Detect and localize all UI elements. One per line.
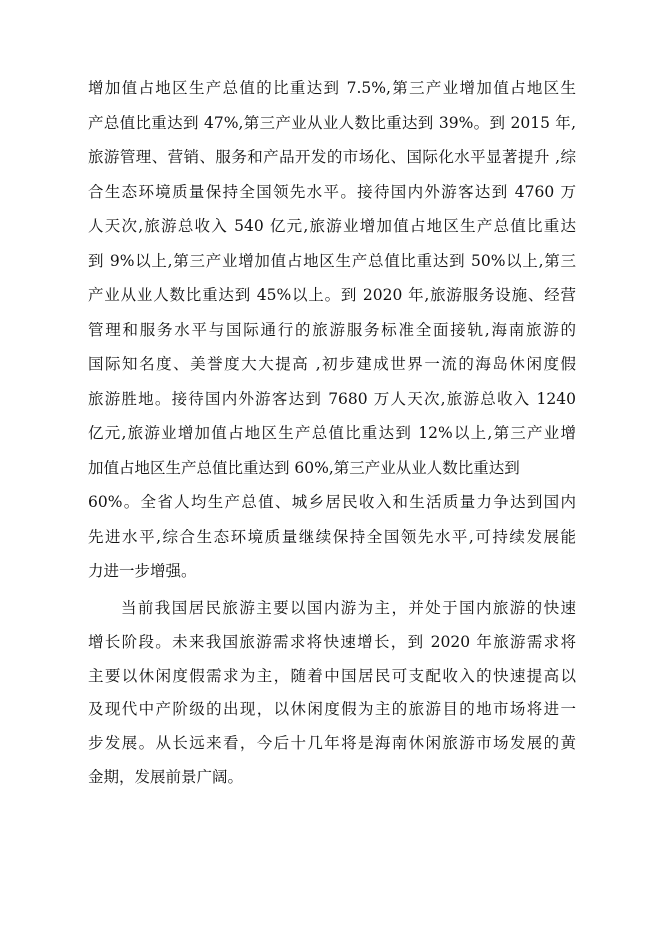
text-line: 合生态环境质量保持全国领先水平。接待国内外游客达到 4760 万: [88, 182, 576, 201]
text-line: 国际知名度、美誉度大大提高 ,初步建成世界一流的海岛休闲度假: [88, 355, 576, 373]
paragraph-2: [88, 592, 576, 795]
text-line: 管理和服务水平与国际通行的旅游服务标准全面接轨,海南旅游的: [88, 320, 576, 339]
text-line: 及现代中产阶级的出现，以休闲度假为主的旅游目的地市场将进一: [88, 700, 576, 719]
text-line: 60%。全省人均生产总值、城乡居民收入和生活质量力争达到国内: [88, 493, 576, 511]
text-line: 增长阶段。未来我国旅游需求将快速增长，到 2020 年旅游需求将: [88, 632, 576, 651]
paragraph-1: [88, 71, 576, 589]
text-line: 产总值比重达到 47%,第三产业从业人数比重达到 39%。到 2015 年,: [88, 113, 576, 132]
text-line: 步发展。从长远来看，今后十几年将是海南休闲旅游市场发展的黄: [88, 734, 576, 753]
text-line: 加值占地区生产总值比重达到 60%,第三产业从业人数比重达到: [88, 458, 520, 477]
text-line: 旅游管理、营销、服务和产品开发的市场化、国际化水平显著提升 ,综: [88, 148, 576, 166]
text-line: 主要以休闲度假需求为主，随着中国居民可支配收入的快速提高以: [88, 666, 576, 685]
text-line: 产业从业人数比重达到 45%以上。到 2020 年,旅游服务设施、经营: [88, 286, 576, 304]
text-line: 增加值占地区生产总值的比重达到 7.5%,第三产业增加值占地区生: [88, 79, 576, 97]
text-line: 先进水平,综合生态环境质量继续保持全国领先水平,可持续发展能: [88, 527, 576, 546]
text-line: 人天次,旅游总收入 540 亿元,旅游业增加值占地区生产总值比重达: [88, 217, 576, 235]
text-line: 旅游胜地。接待国内外游客达到 7680 万人天次,旅游总收入 1240: [88, 389, 576, 408]
text-line: 金期，发展前景广阔。: [88, 767, 244, 786]
text-line: 力进一步增强。: [88, 562, 197, 580]
text-line: 亿元,旅游业增加值占地区生产总值比重达到 12%以上,第三产业增: [88, 424, 576, 442]
text-line: 到 9%以上,第三产业增加值占地区生产总值比重达到 50%以上,第三: [88, 251, 576, 270]
text-line: 当前我国居民旅游主要以国内游为主，并处于国内旅游的快速: [121, 599, 576, 617]
